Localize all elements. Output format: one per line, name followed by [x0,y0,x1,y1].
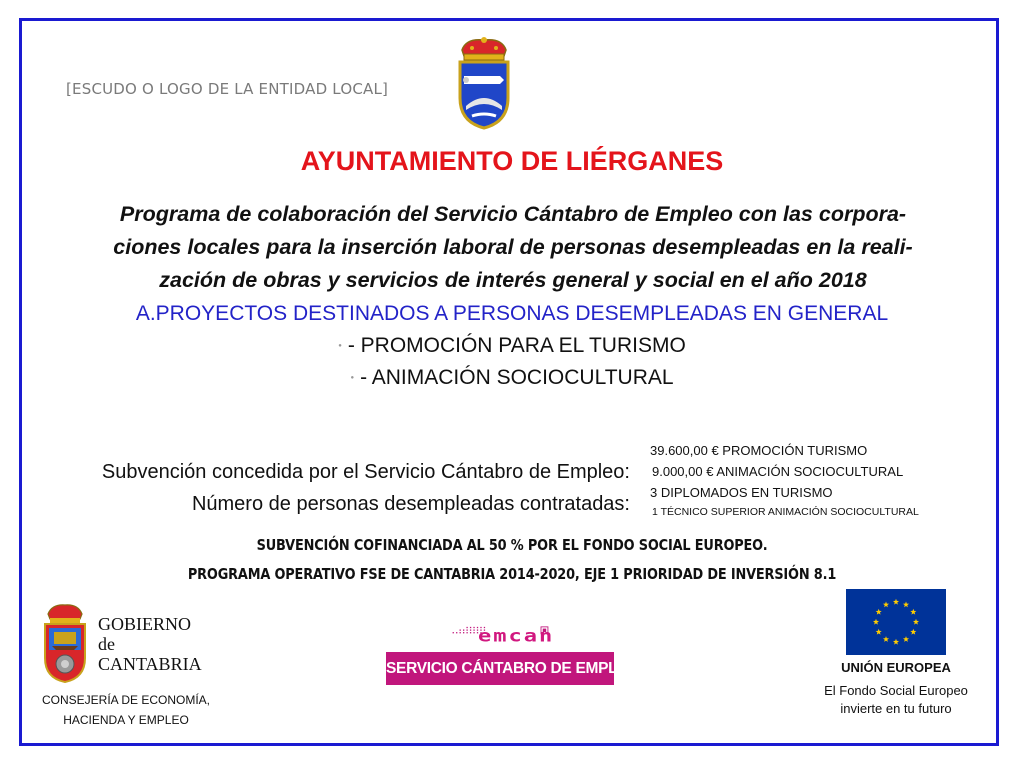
eu-title: UNIÓN EUROPEA [841,660,951,675]
program-line: Programa de colaboración del Servicio Cántabro de Empleo con las corpora- [119,202,907,226]
eu-tagline-line: invierte en tu futuro [840,701,952,716]
projects-heading: A.PROYECTOS DESTINADOS A PERSONAS DESEMPLEADAS EN GENERAL [135,302,889,325]
lierganes-coat-of-arms-icon [452,36,516,130]
funding-value: 39.600,00 € PROMOCIÓN TURISMO [650,443,868,458]
logo-placeholder-text: [ESCUDO O LOGO DE LA ENTIDAD LOCAL] [66,80,389,98]
emcan-logo-text: emcan [478,627,555,646]
page-title: AYUNTAMIENTO DE LIÉRGANES [300,146,724,176]
eu-flag-icon [846,589,946,655]
emcan-service-name: SERVICIO CÁNTABRO DE EMPLEO [386,652,614,685]
funding-value: 1 TÉCNICO SUPERIOR ANIMACIÓN SOCIOCULTURAL [652,506,919,518]
funding-value: 9.000,00 € ANIMACIÓN SOCIOCULTURAL [652,464,904,479]
project-item-label: - ANIMACIÓN SOCIOCULTURAL [360,366,674,389]
department-line: HACIENDA Y EMPLEO [63,713,189,727]
project-item [0,334,1024,358]
program-line: ciones locales para la inserción laboral de personas desempleadas en la reali- [113,235,913,259]
gobierno-name-line: CANTABRIA [98,654,202,674]
people-label: Número de personas desempleadas contratadas: [191,493,630,515]
cantabria-coat-of-arms-icon [40,602,90,684]
cofinancing-line: PROGRAMA OPERATIVO FSE DE CANTABRIA 2014-2020, EJE 1 PRIORIDAD DE INVERSIÓN 8.1 [187,565,837,583]
eu-tagline-line: El Fondo Social Europeo [824,683,968,698]
gobierno-name-line: GOBIERNO [98,614,191,634]
program-description [36,198,990,297]
gobierno-name-line: de [98,634,115,654]
funding-value: 3 DIPLOMADOS EN TURISMO [650,485,833,500]
department-line: CONSEJERÍA DE ECONOMÍA, [41,693,211,707]
project-item-label: - PROMOCIÓN PARA EL TURISMO [347,334,686,357]
project-item [0,366,1024,390]
bullet-dot-icon: ● [350,375,355,382]
gobierno-name [98,614,202,674]
cofinancing-line: SUBVENCIÓN COFINANCIADA AL 50 % POR EL FONDO SOCIAL EUROPEO. [256,536,768,554]
bullet-dot-icon: ● [338,343,342,350]
funding-values [650,443,919,527]
department-name [28,690,224,730]
program-line: zación de obras y servicios de interés general y social en el año 2018 [159,268,867,292]
subsidy-label: Subvención concedida por el Servicio Cántabro de Empleo: [101,461,630,483]
eu-tagline [786,682,1006,718]
